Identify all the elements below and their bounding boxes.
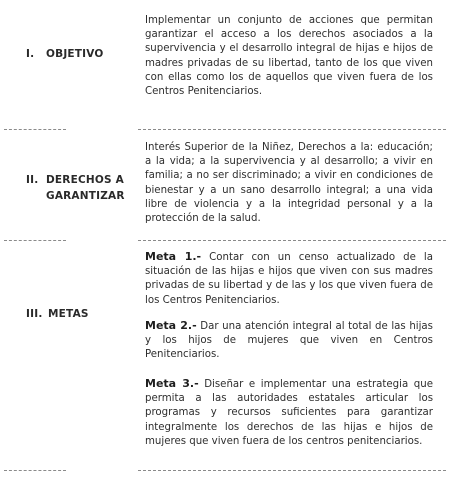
- divider-left: [4, 470, 66, 471]
- divider-right: [138, 129, 446, 130]
- meta-1-text: Contar con un censo actualizado de la situación de las hijas e hijos que viven con sus madres privadas de su libertad y de las y los que viven fuera de los Centros Penitenciarios.: [145, 252, 433, 306]
- meta-2: [145, 319, 433, 363]
- section-title: OBJETIVO: [46, 48, 104, 60]
- section-number: III.: [26, 308, 43, 320]
- section-number: I.: [26, 48, 35, 60]
- section-title-line1: DERECHOS A: [46, 174, 124, 186]
- meta-3-text: Diseñar e implementar una estrategia que permita a las autoridades estatales articular los programas y recursos suficientes para garantizar integralmente los derechos de las hijas e hijos de mujeres que viven fuera de los centros penitenciarios.: [145, 379, 433, 447]
- divider-right: [138, 240, 446, 241]
- section-title: METAS: [48, 308, 89, 320]
- section-title-line2: GARANTIZAR: [46, 190, 125, 202]
- section-objetivo-label: [26, 46, 104, 62]
- meta-1: [145, 250, 433, 308]
- divider-left: [4, 240, 66, 241]
- section-metas-label: [26, 306, 89, 322]
- meta-2-label: Meta 2.-: [145, 319, 197, 332]
- section-number: II.: [26, 174, 39, 186]
- divider-right: [138, 470, 446, 471]
- section-derechos-label: [26, 172, 125, 204]
- meta-1-label: Meta 1.-: [145, 250, 202, 263]
- derechos-text: Interés Superior de la Niñez, Derechos a la: educación; a la vida; a la supervivencia y al desarrollo; a vivir en familia; a no ser discriminado; a vivir en condiciones de bienestar y a un sano desarrollo integral; a una vida libre de violencia y a la integridad personal y a la protección de la salud.: [145, 142, 433, 225]
- meta-3: [145, 377, 433, 449]
- meta-2-text: Dar una atención integral al total de las hijas y los hijos de mujeres que viven en Centros Penitenciarios.: [145, 321, 433, 361]
- meta-3-label: Meta 3.-: [145, 377, 199, 390]
- divider-left: [4, 129, 66, 130]
- objetivo-text: Implementar un conjunto de acciones que permitan garantizar el acceso a los derechos asociados a la supervivencia y el desarrollo integral de hijas e hijos de madres privadas de su libertad, tanto de los que viven con ellas como los de aquellos que viven fuera de los Centros Penitenciarios.: [145, 15, 433, 98]
